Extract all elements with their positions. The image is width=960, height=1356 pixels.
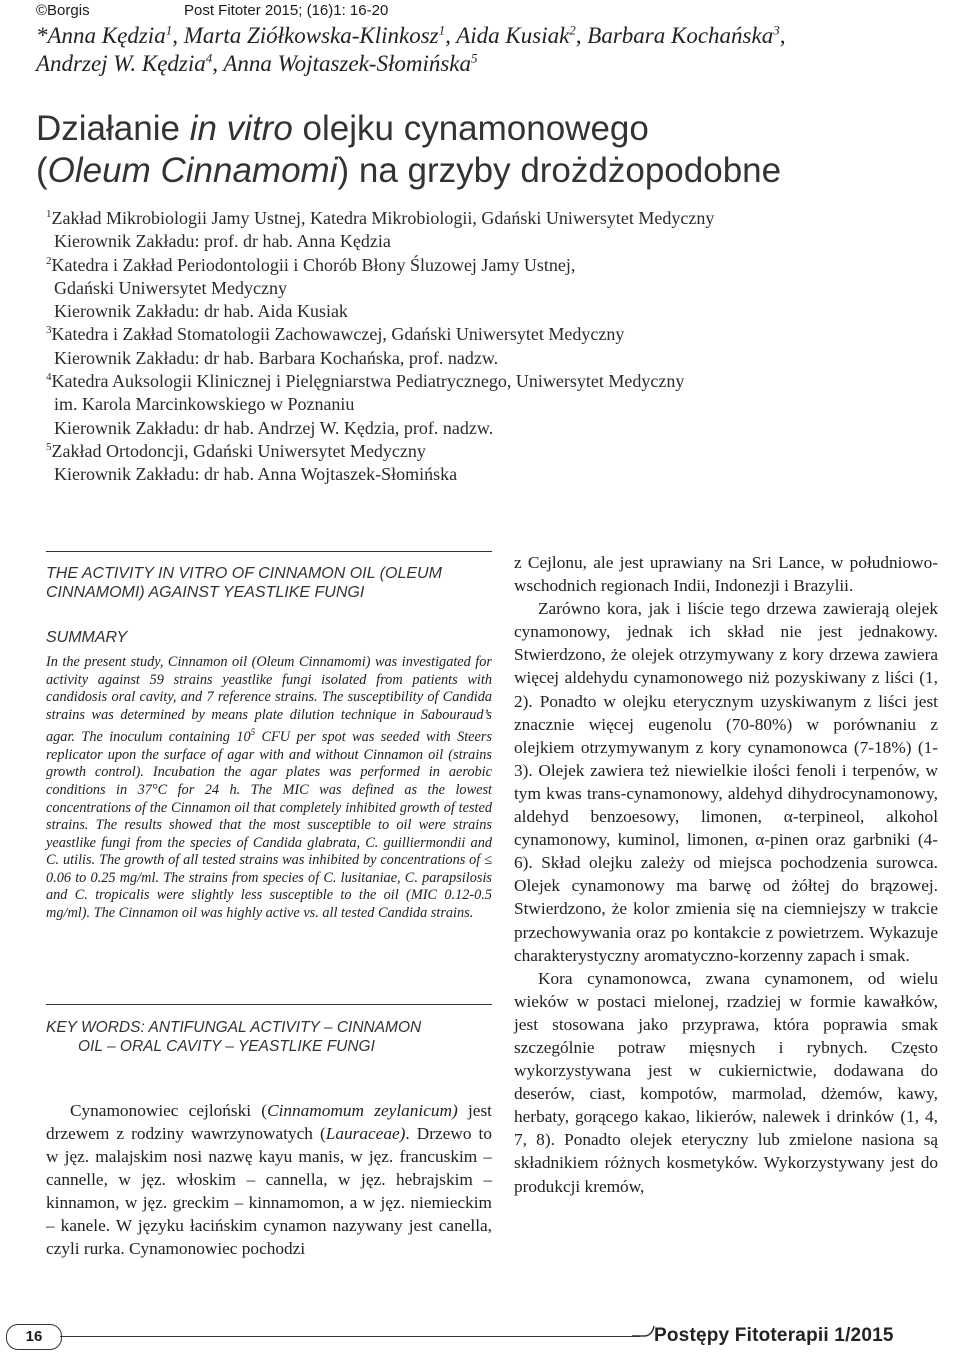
body-text-left-column xyxy=(46,1099,492,1260)
abstract-part: In the present study, Cinnamon oil (Oleum Cinnamomi) was investigated for activity against 59 strains yeastlike fungi isolated from patients with candidosis oral cavity, and 7 reference strains. The susceptibility of Candida strains was determined by means plate dilution technique in Sabouraud’s agar. The inoculum containing 10 xyxy=(46,654,492,746)
affiliation-text: Zakład Ortodoncji, Gdański Uniwersytet Medyczny xyxy=(51,440,426,461)
affiliation-line xyxy=(46,300,936,323)
title-text: Działanie xyxy=(36,109,190,148)
affiliation-number: 5 xyxy=(46,440,52,453)
affiliation-line xyxy=(46,417,936,440)
title-italic: Oleum Cinnamomi xyxy=(47,151,338,190)
affiliation-text: Gdański Uniwersytet Medyczny xyxy=(54,277,287,298)
author-name: , Aida Kusiak xyxy=(445,23,570,48)
affiliation-line xyxy=(46,370,936,393)
affiliation-line xyxy=(46,463,936,486)
title-line-2 xyxy=(36,151,781,190)
body-paragraph: Zarówno kora, jak i liście tego drzewa zawierają olejek cynamonowy, jednak ich skład nie jest jednakowy. Stwierdzono, że olejek otrzymywany z kory drzewa zawiera więcej aldehydu cynamonowego niż pozyskiwany z liści (1, 2). Ponadto w olejku eterycznym uzyskiwanym z liści jest znacznie więcej eugenolu (70-80%) w porównaniu z olejkiem otrzymywanym z kory cynamonowca (7-18%) (1-3). Olejek zawiera też niewielkie ilości fenoli i terpenów, w tym kwas trans-cynamonowy, aldehyd dihydrocynamonowy, aldehyd benzoesowy, limonen, α-terpineol, alkohol cynamonowy, kuminol, limonen, α-pinen oraz garbniki (4-6). Skład olejku zależy od miejsca pochodzenia surowca. Olejek cynamonowy ma barwę od żółtej do brązowej. Stwierdzono, że kolor zmienia się na ciemniejszy w trakcie przechowywania oraz po kontakcie z powietrzem. Wykazuje charakterystyczny aromatyczno-korzenny zapach i smak. xyxy=(514,599,938,965)
keywords xyxy=(46,1018,492,1056)
affiliation-number: 4 xyxy=(46,371,52,384)
title-text: ) na grzyby drożdżopodobne xyxy=(337,151,782,190)
title-line-1 xyxy=(36,109,649,148)
affiliation-text: Katedra i Zakład Periodontologii i Chorób Błony Śluzowej Jamy Ustnej, xyxy=(51,254,576,275)
keywords-top-rule xyxy=(46,1004,492,1005)
affiliation-text: Kierownik Zakładu: dr hab. Anna Wojtaszek-Słomińska xyxy=(54,464,458,485)
affiliation-text: Katedra Auksologii Klinicznej i Pielęgniarstwa Pediatrycznego, Uniwersytet Medyczny xyxy=(51,371,685,392)
author-line-1 xyxy=(36,22,936,50)
author-affiliation-mark: 4 xyxy=(205,50,213,66)
body-text: Cynamonowiec cejloński ( xyxy=(70,1101,268,1120)
affiliation-line xyxy=(46,323,936,346)
latin-name: Lauraceae) xyxy=(325,1124,406,1143)
keywords-line-1: KEY WORDS: ANTIFUNGAL ACTIVITY – CINNAMON xyxy=(46,1019,422,1036)
abstract-text xyxy=(46,654,492,923)
running-header xyxy=(36,0,936,22)
body-text-right-column xyxy=(514,551,938,1198)
footer-rule xyxy=(60,1336,640,1337)
author-affiliation-mark: 5 xyxy=(471,50,478,66)
article-title xyxy=(36,108,936,192)
affiliation-text: Zakład Mikrobiologii Jamy Ustnej, Katedra Mikrobiologii, Gdański Uniwersytet Medyczny xyxy=(51,208,715,228)
author-name: , Marta Ziółkowska-Klinkosz xyxy=(172,23,439,48)
affiliation-number: 3 xyxy=(46,324,52,337)
author-separator: , xyxy=(779,23,786,48)
author-affiliation-mark: 1 xyxy=(165,22,173,38)
affiliation-text: im. Karola Marcinkowskiego w Poznaniu xyxy=(54,394,355,415)
affiliation-number: 2 xyxy=(46,254,52,267)
body-paragraph: Kora cynamonowca, zwana cynamonem, od wielu wieków w postaci mielonej, rzadziej w formie kawałków, jest stosowana jako przyprawa, która poprawia smak szczególnie potraw mięsnych i rybnych. Często wykorzystywana jest w cukiernictwie, dodawana do deserów, ciast, kompotów, marmolad, dżemów, kawy, herbaty, gorącego kakao, likierów, nalewek i drinków (1, 4, 7, 8). Ponadto olejek eteryczny lub zmielone nasiona są składnikiem różnych kosmetyków. Wykorzystywany jest do produkcji kremów, xyxy=(514,968,938,1196)
affiliation-line xyxy=(46,254,936,277)
english-title: THE ACTIVITY IN VITRO OF CINNAMON OIL (OLEUM CINNAMOMI) AGAINST YEASTLIKE FUNGI xyxy=(46,565,442,601)
author-affiliation-mark: 1 xyxy=(438,22,446,38)
author-name: , Anna Wojtaszek-Słomińska xyxy=(212,51,471,76)
affiliation-line xyxy=(46,207,936,230)
title-text: olejku cynamonowego xyxy=(292,109,649,148)
affiliation-line xyxy=(46,393,936,416)
body-text: jest drzewem z rodziny wawrzynowatych ( xyxy=(46,1101,492,1143)
affiliation-number: 1 xyxy=(46,208,52,220)
journal-swoosh-icon xyxy=(630,1322,656,1350)
author-name: , Barbara Kochańska xyxy=(575,23,774,48)
author-name: Andrzej W. Kędzia xyxy=(36,51,206,76)
keywords-line-2: OIL – ORAL CAVITY – YEASTLIKE FUNGI xyxy=(78,1038,375,1055)
affiliation-text: Katedra i Zakład Stomatologii Zachowawczej, Gdański Uniwersytet Medyczny xyxy=(51,324,625,345)
journal-name: Postępy Fitoterapii 1/2015 xyxy=(654,1325,894,1346)
page-number: 16 xyxy=(6,1324,62,1350)
latin-name: Cinnamomum zeylanicum) xyxy=(267,1101,458,1120)
body-paragraph: z Cejlonu, ale jest uprawiany na Sri Lance, w południowo-wschodnich regionach Indii, Indonezji i Brazylii. xyxy=(514,553,938,596)
affiliation-text: Kierownik Zakładu: dr hab. Aida Kusiak xyxy=(54,301,348,322)
summary-heading: SUMMARY xyxy=(46,629,128,646)
title-text: ( xyxy=(36,151,48,190)
title-italic: in vitro xyxy=(189,109,293,148)
author-affiliation-mark: 2 xyxy=(569,22,576,38)
author-line-2 xyxy=(36,50,936,78)
publisher-label: ©Borgis xyxy=(36,2,90,19)
affiliation-line xyxy=(46,347,936,370)
body-text: . Drzewo to w jęz. malajskim nosi nazwę kayu manis, w jęz. francuskim – cannelle, w jęz. włoskim – cannella, w jęz. hebrajskim – kinnamon, w jęz. greckim – kinnamomon, a w jęz. niemieckim – kanele. W języku łacińskim cynamon nazywany jest canella, czyli rurka. Cynamonowiec pochodzi xyxy=(46,1124,492,1258)
author-name: *Anna Kędzia xyxy=(36,23,166,48)
affiliation-line xyxy=(46,277,936,300)
page-footer xyxy=(0,1316,960,1356)
affiliation-line xyxy=(46,230,936,253)
journal-citation: Post Fitoter 2015; (16)1: 16-20 xyxy=(184,2,389,19)
affiliation-text: Kierownik Zakładu: dr hab. Barbara Kochańska, prof. nadzw. xyxy=(54,347,499,368)
affiliation-text: Kierownik Zakładu: dr hab. Andrzej W. Kędzia, prof. nadzw. xyxy=(54,417,494,438)
abstract-top-rule xyxy=(46,551,492,552)
abstract-exponent: 5 xyxy=(250,727,256,738)
author-affiliation-mark: 3 xyxy=(773,22,780,38)
author-list xyxy=(36,22,936,78)
abstract-part: CFU per spot was seeded with Steers replicator upon the surface of agar with and without Cinnamon oil (strains growth control). Incubation the agar plates was performed in aerobic conditions in 37°C for 24 h. The MIC was defined as the lowest concentrations of the Cinnamon oil that completely inhibited growth of tested strains. The results showed that the most susceptible to oil were strains yeastlike fungi from the species of Candida glabrata, C. guilliermondii and C. utilis. The growth of all tested strains was inhibited by concentrations of ≤ 0.06 to 0.25 mg/ml. The strains from species of C. lusitaniae, C. parapsilosis and C. tropicalis were slightly less susceptible to the oil (MIC 0.12-0.5 mg/ml). The Cinnamon oil was highly active vs. all tested Candida strains. xyxy=(46,729,493,922)
affiliation-line xyxy=(46,440,936,463)
affiliations xyxy=(46,207,936,487)
affiliation-text: Kierownik Zakładu: prof. dr hab. Anna Kędzia xyxy=(54,231,391,252)
